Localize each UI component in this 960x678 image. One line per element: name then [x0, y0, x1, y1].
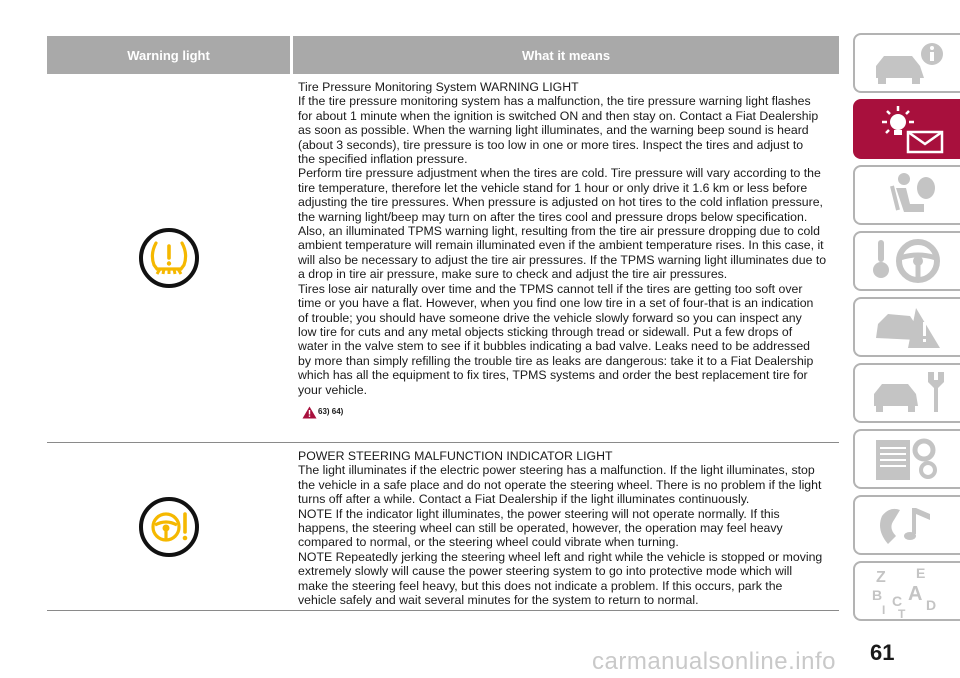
- description-cell: [290, 443, 839, 610]
- text-line: The light illuminates if the electric power steering has a malfunction. If the light illuminates, stop: [298, 463, 815, 478]
- header-warning-light: Warning light: [127, 47, 210, 63]
- text-line: ambient temperature will remain illuminated even if the ambient temperature rises. In this case, it: [298, 238, 824, 253]
- index-letter-i: I: [881, 603, 885, 617]
- chapter-tabs: [853, 33, 960, 627]
- table-header: [47, 36, 839, 74]
- tab-service[interactable]: [853, 363, 960, 423]
- tab-starting-driving[interactable]: [853, 231, 960, 291]
- text-line: low tire for cuts and any metal objects sticking through tread or sidewall. Put a few drops of: [298, 324, 793, 339]
- text-line: the vehicle in a safe place and do not operate the steering wheel. There is no problem if the light: [298, 477, 822, 492]
- car-emergency-icon: [868, 302, 948, 352]
- text-line: which has all the equipment to fix tires, TPMS systems and order the best replacement tire for: [298, 368, 808, 383]
- power-steering-warning-icon: [139, 497, 199, 557]
- text-line: If the tire pressure monitoring system has a malfunction, the tire pressure warning light flashes: [298, 94, 811, 109]
- text-line: vehicle safely and wait several minutes for the system to return to normal.: [298, 593, 699, 608]
- page-number: 61: [870, 640, 895, 665]
- steering-wheel-icon: [868, 236, 948, 286]
- index-letter-a: A: [907, 583, 922, 605]
- index-letter-t: T: [897, 607, 905, 618]
- text-line: adjusting the tire pressures. When pressure is adjusted on hot tires to the cold inflation pressure,: [298, 195, 823, 210]
- tab-technical-specs[interactable]: [853, 429, 960, 489]
- description-cell: [290, 74, 839, 442]
- warning-lights-table: [47, 36, 839, 611]
- text-line: for about 1 minute when the ignition is switched ON and then stay on. Contact a Fiat Dealership: [298, 108, 819, 123]
- tpms-warning-icon: [139, 228, 199, 288]
- index-icon: [868, 564, 948, 618]
- warning-reference[interactable]: [302, 405, 839, 419]
- car-info-icon: [868, 40, 948, 86]
- index-letter-d: D: [925, 597, 936, 613]
- table-row: [47, 74, 839, 443]
- text-line: happens, the steering wheel can still be operated, however, the operation may feel heavy: [298, 521, 783, 536]
- media-icon: [868, 500, 948, 550]
- header-what-it-means: What it means: [290, 36, 839, 74]
- warning-ref-numbers: 63) 64): [318, 406, 344, 416]
- text-line: by more than simply refilling the trouble tire as leaks are dangerous: take it to a Fiat Dealership: [298, 353, 814, 368]
- tab-warning-lights[interactable]: [853, 99, 960, 159]
- index-letter-z: Z: [875, 569, 886, 586]
- warning-light-cell: [47, 74, 290, 442]
- text-line: your vehicle.: [298, 382, 368, 397]
- seat-airbag-icon: [868, 170, 948, 220]
- text-line: as soon as possible. When the warning light illuminates, and the warning beep sound is heard: [298, 123, 809, 138]
- text-line: the specified inflation pressure.: [298, 152, 468, 167]
- text-line: (about 3 seconds), tire pressure is too low in one or more tires. Inspect the tires and adjust to: [298, 137, 804, 152]
- index-letter-e: E: [915, 565, 925, 581]
- text-line: extremely slowly will cause the power steering system to go into protective mode which will: [298, 564, 793, 579]
- text-line: compared to normal, or the steering wheel could vibrate when turning.: [298, 535, 679, 550]
- tpms-title: Tire Pressure Monitoring System WARNING LIGHT: [298, 80, 579, 94]
- text-line: turns off after a while. Contact a Fiat Dealership if the light illuminates continuously.: [298, 492, 750, 507]
- car-service-icon: [868, 368, 948, 418]
- text-line: a drop in tire air pressure, make sure to check and adjust the tire air pressures.: [298, 267, 728, 282]
- watermark: carmanualsonline.info: [592, 648, 836, 675]
- text-line: time or you have a flat. However, when you find one low tire in a set of four-that is an indication: [298, 296, 814, 311]
- text-line: NOTE If the indicator light illuminates, the power steering will not operate normally. If this: [298, 506, 780, 521]
- tab-car-info[interactable]: [853, 33, 960, 93]
- tab-index[interactable]: [853, 561, 960, 621]
- tab-safety[interactable]: [853, 165, 960, 225]
- text-line: Tires lose air naturally over time and the TPMS cannot tell if the tires are getting too soft over: [298, 281, 803, 296]
- text-line: the warning light/beep may turn on after the tires cool and pressure drops below specification.: [298, 209, 808, 224]
- tab-emergency[interactable]: [853, 297, 960, 357]
- warning-triangle-icon: [302, 406, 317, 419]
- text-line: Also, an illuminated TPMS warning light, resulting from the tire air pressure dropping due to cold: [298, 224, 820, 239]
- table-row: [47, 443, 839, 611]
- specs-gear-icon: [868, 434, 948, 484]
- text-line: water in the valve stem to see if it bubbles indicating a bad valve. Leaks need to be addressed: [298, 339, 811, 354]
- warning-lights-icon: [868, 104, 948, 154]
- index-letter-c: C: [891, 593, 902, 609]
- warning-light-cell: [47, 443, 290, 610]
- text-line: NOTE Repeatedly jerking the steering wheel left and right while the vehicle is stopped or moving: [298, 549, 823, 564]
- text-line: will also be necessary to adjust the tire air pressures. If the TPMS warning light illuminates due to: [298, 252, 827, 267]
- index-letter-b: B: [871, 587, 882, 603]
- tab-multimedia[interactable]: [853, 495, 960, 555]
- text-line: make the steering feel heavy, but this does not indicate a problem. If this occurs, park the: [298, 578, 783, 593]
- text-line: Perform tire pressure adjustment when the tires are cold. Tire pressure will vary according to the: [298, 166, 821, 181]
- text-line: of trouble; you should have someone drive the vehicle slowly forward so you can inspect any: [298, 310, 802, 325]
- text-line: tire temperature, therefore let the vehicle stand for 1 hour or only drive it 1.6 km or less before: [298, 180, 808, 195]
- power-steering-title: POWER STEERING MALFUNCTION INDICATOR LIGHT: [298, 449, 613, 463]
